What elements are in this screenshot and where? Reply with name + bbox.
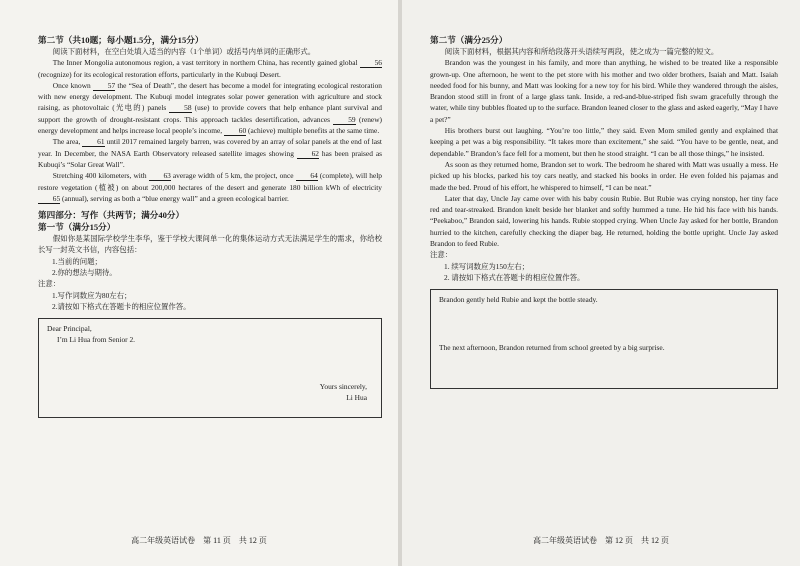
note-1: 1. 续写词数应为150左右； xyxy=(444,261,529,271)
page-12-footer: 高二年级英语试卷 第 12 页 共 12 页 xyxy=(533,536,669,545)
page-12 xyxy=(402,0,800,566)
letter-closing: Yours sincerely, xyxy=(319,382,367,392)
continuation-answer-box xyxy=(430,289,778,389)
blank-56: 56 xyxy=(360,58,382,68)
page-11 xyxy=(0,0,398,566)
blank-63: 63 xyxy=(149,171,171,181)
notes-label: 注意： xyxy=(430,250,453,260)
story-paragraph-3: As soon as they returned home, Brandon set to work. The bedroom he shared with Matt was usually a mess. He picked up his blocks, parked his toy cars neatly, and stacked his books in order. He even folded his pajamas and made the bed. Proud of his effort, he whispered to himself, “I can be neat.” xyxy=(430,159,778,192)
cloze-instruction: 阅读下面材料，在空白处填入适当的内容（1个单词）或括号内单词的正确形式。 xyxy=(52,47,316,56)
page-11-footer: 高二年级英语试卷 第 11 页 共 12 页 xyxy=(131,536,267,545)
blank-58: 58 xyxy=(169,103,191,113)
blank-65: 65 xyxy=(38,194,60,204)
story-paragraph-4: Later that day, Uncle Jay came over with his baby cousin Rubie. But Rubie was crying nonstop, her tiny face red and tear-streaked. Brandon knelt beside her blanket and softly hummed a tune. He hid his face with his hands. “Peekaboo,” Brandon said, lowering his hands. Rubie stopped crying. When Uncle Jay asked for her bottle, Brandon hurried to the kitchen, carefully checking the diaper bag. He returned, holding the bottle upright. Uncle Jay asked Brandon to feed Rubie. xyxy=(430,193,778,249)
cloze-paragraph-4: Stretching 400 kilometers, with 63 average width of 5 km, the project, once 64 (complete), will help restore vegetation (植被) on about 200,000 hectares of the desert and generate 180 billion kWh of electricity 65 (annual), serving as both a “blue energy wall” and a green ecological barrier. xyxy=(38,171,382,203)
story-paragraph-2: His brothers burst out laughing. “You’re too little,” they said. Even Mom smiled gently and explained that keeping a pet was a big responsibility. “It takes more than excitement,” she said. “You have to be gentle, neat, and dependable.” Brandon’s face fell for a moment, but then he stood straight. “I can be all those things,” he insisted. xyxy=(430,126,778,158)
notes-label: 注意： xyxy=(38,279,61,289)
cloze-paragraph-3: The area, 61 until 2017 remained largely barren, was covered by an array of solar panels at the end of last year. In December, the NASA Earth Observatory released satellite images showing 62 has been praised as Kubuqi’s “Solar Great Wall”. xyxy=(38,137,382,169)
letter-signature: Li Hua xyxy=(346,393,367,403)
cloze-paragraph-2: Once known 57 the “Sea of Death”, the desert has become a model for integrating ecological restoration with new energy development. The Kubuqi model integrates solar power generation with agriculture and stock raising, as photovoltaic (光电的) panels 58 (use) to provide covers that help enhance plant survival and support the growth of drought-resistant crops. This approach tackles desertification, advances 59 (renew) energy development and helps increase local people’s income, 60 (achieve) multiple benefits at the same time. xyxy=(38,80,383,136)
continuation-instruction: 阅读下面材料，根据其内容和所给段落开头语续写两段，使之成为一篇完整的短文。 xyxy=(444,47,719,56)
task-point-2: 2.你的想法与期待。 xyxy=(52,268,117,278)
box-opening-line-1: Brandon gently held Rubie and kept the bottle steady. xyxy=(439,295,598,305)
blank-64: 64 xyxy=(296,171,318,181)
blank-59: 59 xyxy=(333,115,355,125)
part4-heading: 第四部分：写作（共两节；满分40分） xyxy=(38,210,185,221)
cloze-paragraph-1: The Inner Mongolia autonomous region, a vast territory in northern China, has recently gained global 56 (recognize) for its ecological restoration efforts, particularly in the Kubuqi Desert. xyxy=(38,58,382,79)
story-paragraph-1: Brandon was the youngest in his family, and more than anything, he wished to be treated like a responsible grown-up. One afternoon, he went to the pet store with his mother and two older brothers, Isaiah and Matt. Isaiah needed food for his bunny, and Matt was looking for a new toy for his bird. While they wandered through the aisles, Brandon stood still in front of a large glass tank. Inside, a red-and-blue-striped fish swam gracefully through the water, while tiny bubbles floated up to the surface. Brandon leaned closer to the glass and asked eagerly, “May I have a pet?” xyxy=(430,58,778,124)
note-2: 2. 请按如下格式在答题卡的相应位置作答。 xyxy=(444,272,585,282)
writing-task: 假如你是某国际学校学生李华，鉴于学校大课间单一化的集体运动方式无法满足学生的需求，你给校长写一封英文书信，内容包括： xyxy=(38,234,382,255)
writing-section1-heading: 第一节（满分15分） xyxy=(38,222,116,233)
blank-57: 57 xyxy=(93,81,115,91)
box-opening-line-2: The next afternoon, Brandon returned from school greeted by a big surprise. xyxy=(439,343,665,353)
note-1: 1.写作词数应为80左右； xyxy=(52,290,132,300)
letter-salutation: Dear Principal, xyxy=(47,324,92,334)
section2-heading: 第二节（共10题；每小题1.5分，满分15分） xyxy=(38,35,204,45)
note-2: 2.请按如下格式在答题卡的相应位置作答。 xyxy=(52,301,191,311)
blank-61: 61 xyxy=(82,137,104,147)
blank-60: 60 xyxy=(224,126,246,136)
task-point-1: 1.当前的问题； xyxy=(52,256,102,266)
letter-opening: I’m Li Hua from Senior 2. xyxy=(57,335,135,345)
continuation-heading: 第二节（满分25分） xyxy=(430,35,508,45)
blank-62: 62 xyxy=(297,149,319,159)
letter-answer-box xyxy=(38,318,382,418)
